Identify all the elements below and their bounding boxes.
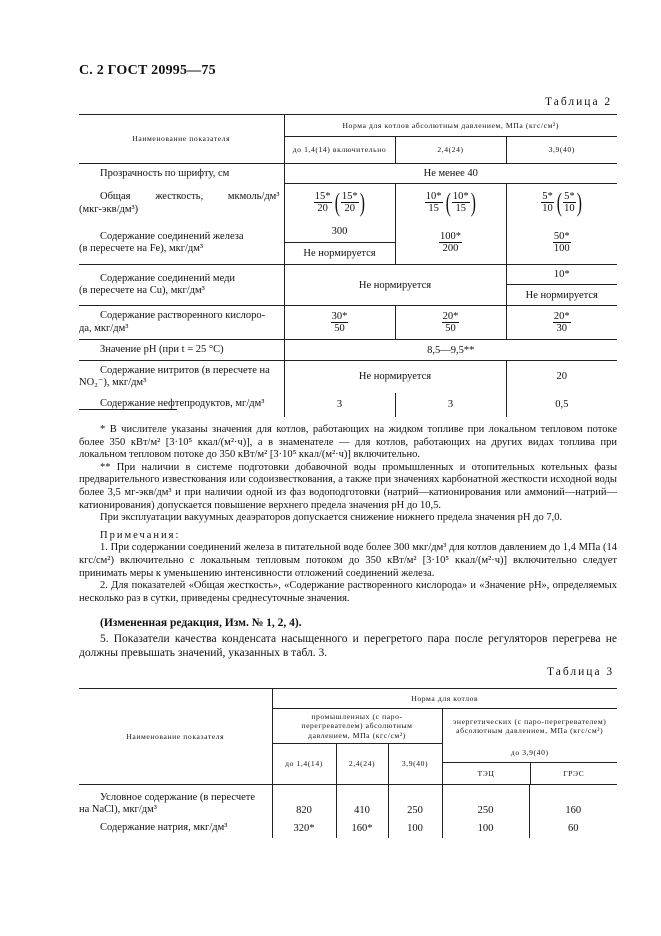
oil-label: Содержание нефтепродуктов, мг/дм³ — [79, 393, 284, 417]
table3-row2-v5: 60 — [568, 822, 579, 834]
iron-c2-den: 200 — [442, 243, 459, 255]
nitrite-c12: Не нормируется — [284, 361, 506, 393]
transparency-value: Не менее 40 — [284, 164, 617, 184]
hardness-c1-pden: 20 — [344, 203, 355, 215]
table2-pressure-col-1: до 1,4(14) включительно — [284, 137, 395, 164]
table3-row1-label-2: на NaCl), мкг/дм³ — [79, 804, 157, 816]
table3-row1-v4: 250 — [442, 784, 529, 818]
copper-c3: 10* — [506, 265, 617, 285]
copper-label-2: (в пересчете на Cu), мкг/дм³ — [79, 285, 205, 296]
table2-pressure-col-2: 2,4(24) — [395, 137, 506, 164]
table3-ind-col-1: до 1,4(14) — [272, 744, 336, 785]
iron-c3 — [506, 222, 617, 265]
table3-row1-v3: 250 — [388, 784, 442, 818]
hardness-label-c: мкмоль/дм³ — [227, 190, 280, 202]
footnote-2: ** При наличии в системе подготовки добавочной воды промышленных и отопительных котельных фазы предварительного известкования или содоизвесткования, а также при значениях карбонатной жесткости исходной воды более 3,5 мг-экв/дм³ и при наличии одной из фаз водоподготовки (натрий—катионирования или аммоний—натрий—катионирования) допускается повышение верхнего предела значения pH до 10,5. — [79, 461, 617, 511]
oil-c3: 0,5 — [555, 399, 569, 410]
footnote-3: При эксплуатации вакуумных деаэраторов допускается снижение нижнего предела значения pH до 7,0. — [100, 512, 563, 524]
table2-caption: Таблица 2 — [545, 96, 613, 108]
hardness-c2-pnum: 10* — [452, 191, 469, 203]
copper-label — [79, 265, 284, 306]
table3-row1-v2: 410 — [336, 784, 388, 818]
table2-pressure-col-3: 3,9(40) — [506, 137, 617, 164]
note-2: 2. Для показателей «Общая жесткость», «Содержание растворенного кислорода» и «Значение pH», определяемых несколько раз в сутки, приведены среднесуточные значения. — [79, 580, 617, 604]
hardness-label-b: жесткость, — [155, 190, 204, 202]
table3-energy-col-gres: ГРЭС — [563, 768, 585, 778]
hardness-c2-num: 10* — [425, 191, 442, 203]
oxygen-c1-num: 30* — [331, 310, 348, 322]
footnotes — [79, 424, 617, 605]
hardness-c3-pden: 10 — [564, 203, 575, 215]
iron-c2 — [395, 222, 506, 265]
hardness-label — [79, 184, 284, 222]
hardness-col3: $\frac{5*}{10}$ ( $\frac{5*}{10}$ ) — [542, 187, 582, 217]
iron-c1-note: Не нормируется — [284, 243, 395, 265]
copper-c3-note: Не нормируется — [506, 285, 617, 306]
iron-c3-num: 50* — [553, 231, 570, 243]
hardness-c1-den: 20 — [317, 203, 328, 215]
table3-col-header-name: Наименование показателя — [79, 689, 272, 785]
table3-row1-v1: 820 — [272, 784, 336, 818]
footnote-divider — [79, 409, 177, 410]
table2-col-header-norm: Норма для котлов абсолютным давлением, МПа (кгс/см²) — [284, 115, 617, 137]
paragraph-5 — [79, 632, 617, 660]
oxygen-c2-num: 20* — [442, 310, 459, 322]
hardness-c2-den: 15 — [428, 203, 439, 215]
oxygen-c2 — [395, 306, 506, 340]
iron-label-1: Содержание соединений железа — [100, 230, 244, 242]
table3-col-header-norm: Норма для котлов — [272, 689, 617, 709]
oxygen-c1 — [284, 306, 395, 340]
table3-ind-col-2: 2,4(24) — [336, 744, 388, 785]
table3-row2-v4: 100 — [442, 818, 529, 838]
oxygen-c3-num: 20* — [553, 310, 570, 322]
oil-c2: 3 — [395, 393, 506, 417]
copper-label-1: Содержание соединений меди — [100, 272, 236, 284]
nitrite-c3: 20 — [556, 371, 567, 383]
iron-c2-num: 100* — [440, 231, 461, 243]
footnote-1: * В числителе указаны значения для котлов, работающих на жидком топливе при локальном тепловом потоке более 350 кВт/м² [3·10⁵ ккал/(м²·ч)], а в знаменателе — для котлов, работающих на других видах топлива при локальном тепловом потоке до 350 кВт/м² [3·10⁵ ккал/(м²·ч)] включительно. — [79, 424, 617, 461]
nitrite-label — [79, 361, 284, 393]
table3-energy-sub-label: до 3,9(40) — [510, 747, 549, 757]
notes-title: Примечания: — [100, 529, 181, 541]
ph-value: 8,5—9,5** — [284, 340, 617, 361]
nitrite-label-1: Содержание нитритов (в пересчете на — [100, 364, 270, 376]
copper-c12: Не нормируется — [284, 265, 506, 306]
hardness-label-d: (мкг-экв/дм³) — [79, 203, 139, 215]
oxygen-c2-den: 50 — [445, 323, 456, 334]
nitrite-label-2: NO₂⁻), мкг/дм³ — [79, 376, 147, 388]
table3-energy-sub — [442, 744, 617, 785]
hardness-c2-pden: 15 — [455, 203, 466, 215]
hardness-c1-num: 15* — [314, 191, 331, 203]
hardness-col2: $\frac{10*}{15}$ ( $\frac{10*}{15}$ ) — [395, 184, 506, 222]
transparency-label: Прозрачность по шрифту, см — [79, 164, 284, 184]
paragraph-5-text: 5. Показатели качества конденсата насыщенного и перегретого пара после регуляторов перегрева не должны превышать значений, указанных в табл. 3. — [79, 633, 617, 659]
iron-c1: 300 — [284, 222, 395, 243]
table3-caption: Таблица 3 — [547, 666, 615, 678]
table3-industrial-header: промышленных (с паро-перегревателем) абсолютным давлением, МПа (кгс/см²) — [272, 709, 442, 744]
table3-row1-v5: 160 — [565, 805, 582, 817]
table2 — [79, 114, 617, 417]
page-header: С. 2 ГОСТ 20995—75 — [79, 63, 216, 78]
ph-label: Значение pH (при t = 25 °С) — [79, 340, 284, 361]
hardness-c1-pnum: 15* — [341, 191, 358, 203]
note-1: 1. При содержании соединений железа в питательной воде более 300 мкг/дм³ для котлов давлением до 1,4 МПа (14 кгс/см²) включительно с локальным тепловым потоком до 350 кВт/м² [3·10⁵ ккал/(м²·ч)] включительно следует принимать меры к уменьшению интенсивности отложений соединений железа. — [79, 542, 617, 579]
oxygen-c1-den: 50 — [334, 323, 345, 334]
iron-label-2: (в пересчете на Fe), мкг/дм³ — [79, 242, 204, 254]
table3-row2-v1: 320* — [272, 818, 336, 838]
table3-energy-col-tec: ТЭЦ — [443, 763, 531, 784]
oxygen-label — [79, 306, 284, 340]
oxygen-label-1: Содержание растворенного кислоро- — [100, 310, 266, 322]
oxygen-label-2: да, мкг/дм³ — [79, 322, 129, 334]
table3-row2-v3: 100 — [388, 818, 442, 838]
hardness-c3-pnum: 5* — [564, 191, 575, 203]
oil-c1: 3 — [284, 393, 395, 417]
table3-row1-label-1: Условное содержание (в пересчете — [100, 792, 256, 804]
edit-note: (Измененная редакция, Изм. № 1, 2, 4). — [100, 617, 302, 629]
table3-row2-v2: 160* — [336, 818, 388, 838]
oxygen-c3-den: 30 — [556, 323, 567, 334]
iron-c3-den: 100 — [553, 243, 570, 255]
table3-ind-col-3: 3,9(40) — [388, 744, 442, 785]
hardness-c3-num: 5* — [542, 191, 553, 203]
table3 — [79, 688, 617, 838]
iron-label — [79, 222, 284, 265]
hardness-col1: $\frac{15*}{20}$ ( $\frac{15*}{20}$ ) — [284, 184, 395, 222]
hardness-label-a: Общая — [100, 190, 131, 202]
table3-row2-label: Содержание натрия, мкг/дм³ — [79, 818, 272, 838]
table3-row1-label — [79, 784, 272, 818]
table3-energy-header: энергетических (с паро-перегревателем) абсолютным давлением, МПа (кгс/см²) — [453, 716, 607, 736]
oxygen-c3 — [506, 306, 617, 340]
table2-col-header-name: Наименование показателя — [79, 115, 284, 164]
hardness-c3-den: 10 — [542, 203, 553, 215]
